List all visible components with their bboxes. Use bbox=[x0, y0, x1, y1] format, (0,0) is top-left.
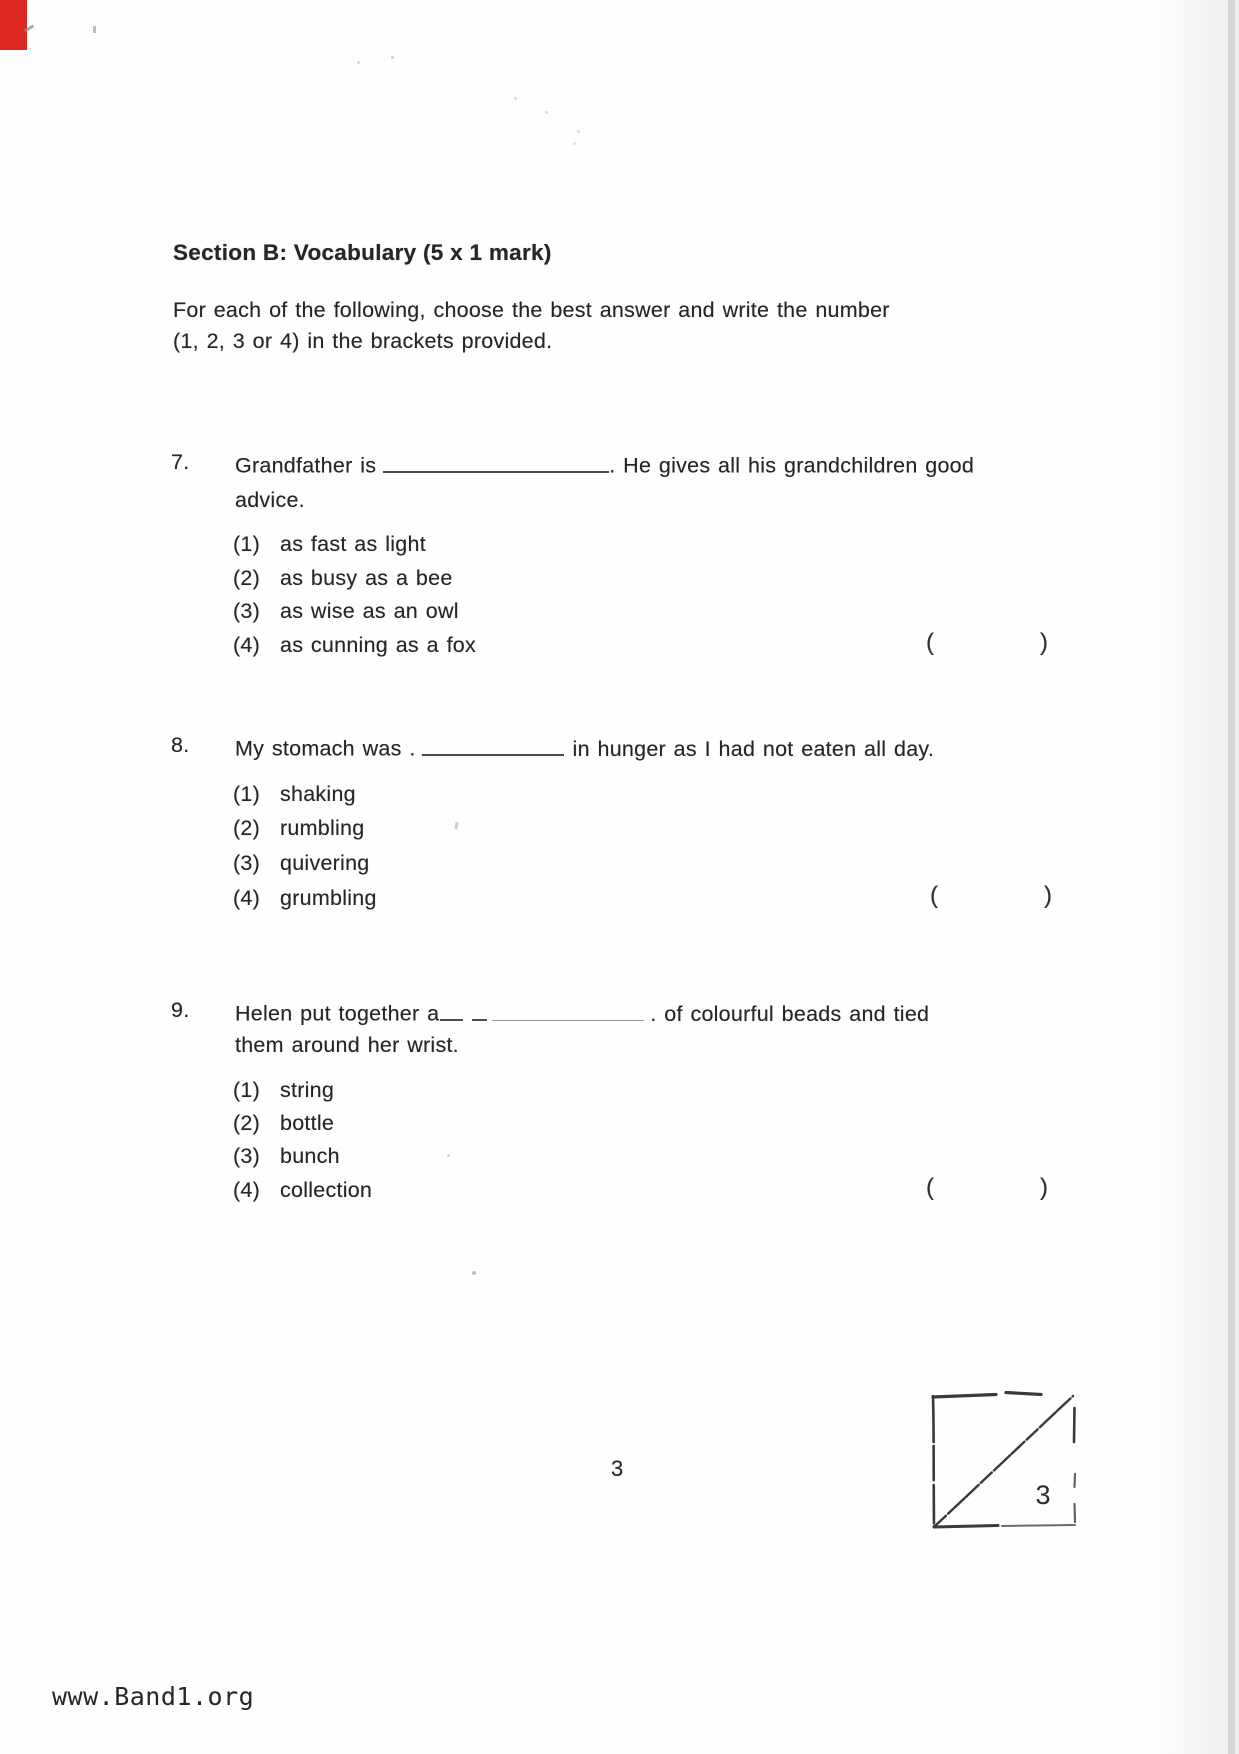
close-bracket: ) bbox=[1040, 1174, 1048, 1201]
question-8-number: 8. bbox=[171, 733, 190, 757]
score-box-drawing bbox=[922, 1386, 1082, 1536]
open-bracket: ( bbox=[926, 629, 934, 656]
option-text: as busy as a bee bbox=[280, 566, 453, 590]
option-text: as wise as an owl bbox=[280, 599, 459, 623]
question-7-number: 7. bbox=[171, 450, 190, 474]
scan-speck bbox=[573, 142, 576, 145]
option-number: (4) bbox=[233, 633, 261, 657]
question-9-answer-brackets bbox=[926, 1174, 1048, 1202]
scan-speck bbox=[545, 111, 548, 114]
option-text: bunch bbox=[280, 1144, 340, 1168]
open-bracket: ( bbox=[926, 1174, 934, 1201]
question-7-answer-blank bbox=[383, 450, 609, 473]
question-9-line-2: them around her wrist. bbox=[235, 1033, 459, 1057]
question-9-answer-blank-segment bbox=[492, 998, 644, 1021]
scan-speck bbox=[454, 822, 458, 829]
question-7-text-before-blank: Grandfather is bbox=[235, 453, 377, 478]
option-text: bottle bbox=[280, 1111, 335, 1135]
option-number: (2) bbox=[233, 1111, 261, 1135]
close-bracket: ) bbox=[1044, 882, 1052, 909]
option-text: as fast as light bbox=[280, 532, 426, 556]
question-9-number: 9. bbox=[171, 998, 190, 1022]
option-text: as cunning as a fox bbox=[280, 633, 477, 657]
scan-speck bbox=[514, 97, 517, 100]
scan-edge-shadow bbox=[1150, 0, 1239, 1754]
question-9-line-1 bbox=[235, 998, 929, 1027]
option-number: (3) bbox=[233, 1144, 261, 1168]
scan-speck bbox=[472, 1271, 476, 1275]
section-heading: Section B: Vocabulary (5 x 1 mark) bbox=[173, 240, 552, 265]
question-8-option-1 bbox=[233, 782, 356, 807]
question-7-option-2 bbox=[233, 566, 453, 591]
instructions-line-2: (1, 2, 3 or 4) in the brackets provided. bbox=[173, 329, 553, 353]
question-9-option-3 bbox=[233, 1144, 340, 1169]
option-number: (1) bbox=[233, 1078, 261, 1102]
option-number: (3) bbox=[233, 599, 261, 623]
score-box bbox=[922, 1386, 1082, 1536]
question-7-option-4 bbox=[233, 633, 476, 658]
question-9-option-2 bbox=[233, 1111, 334, 1136]
scan-edge-line bbox=[1228, 0, 1235, 1754]
option-text: string bbox=[280, 1078, 335, 1102]
open-bracket: ( bbox=[930, 882, 938, 909]
question-9-answer-blank-segment bbox=[440, 998, 463, 1021]
option-number: (2) bbox=[233, 816, 261, 840]
scan-speck bbox=[577, 130, 580, 133]
option-number: (1) bbox=[233, 532, 261, 556]
option-number: (1) bbox=[233, 782, 261, 806]
option-text: rumbling bbox=[280, 816, 365, 840]
scan-speck bbox=[447, 1154, 450, 1157]
question-9-answer-blank-segment bbox=[472, 998, 487, 1021]
page-number: 3 bbox=[611, 1456, 624, 1481]
option-number: (3) bbox=[233, 851, 261, 875]
question-8-option-3 bbox=[233, 851, 370, 876]
close-bracket: ) bbox=[1040, 629, 1048, 656]
question-9-text-before-blank: Helen put together a bbox=[235, 1001, 440, 1026]
scan-speck bbox=[93, 26, 96, 33]
question-7-option-3 bbox=[233, 599, 459, 624]
question-8-answer-brackets bbox=[930, 882, 1052, 910]
scan-speck bbox=[357, 61, 360, 64]
question-7-line-1 bbox=[235, 450, 974, 479]
option-text: collection bbox=[280, 1178, 373, 1202]
score-box-value: 3 bbox=[1035, 1480, 1051, 1510]
question-8-answer-blank bbox=[422, 733, 564, 756]
scan-speck bbox=[391, 56, 394, 59]
question-7-line-2: advice. bbox=[235, 488, 305, 512]
question-9-option-1 bbox=[233, 1078, 334, 1103]
question-9-text-after-blank: . of colourful beads and tied bbox=[650, 1001, 930, 1026]
question-7-answer-brackets bbox=[926, 629, 1048, 657]
question-8-option-2 bbox=[233, 816, 364, 841]
option-number: (2) bbox=[233, 566, 261, 590]
footer-url: www.Band1.org bbox=[52, 1682, 255, 1711]
option-text: shaking bbox=[280, 782, 356, 806]
red-corner-mark bbox=[0, 0, 27, 50]
question-7-option-1 bbox=[233, 532, 426, 557]
option-number: (4) bbox=[233, 1178, 261, 1202]
option-text: quivering bbox=[280, 851, 370, 875]
instructions-line-1: For each of the following, choose the best answer and write the number bbox=[173, 298, 890, 322]
question-8-option-4 bbox=[233, 886, 377, 911]
question-8-text-before-blank: My stomach was . bbox=[235, 736, 416, 761]
option-text: grumbling bbox=[280, 886, 377, 910]
question-9-option-4 bbox=[233, 1178, 372, 1203]
question-8-line-1 bbox=[235, 733, 934, 762]
question-7-text-after-blank: . He gives all his grandchildren good bbox=[609, 453, 975, 478]
option-number: (4) bbox=[233, 886, 261, 910]
question-8-text-after-blank: in hunger as I had not eaten all day. bbox=[572, 736, 935, 761]
